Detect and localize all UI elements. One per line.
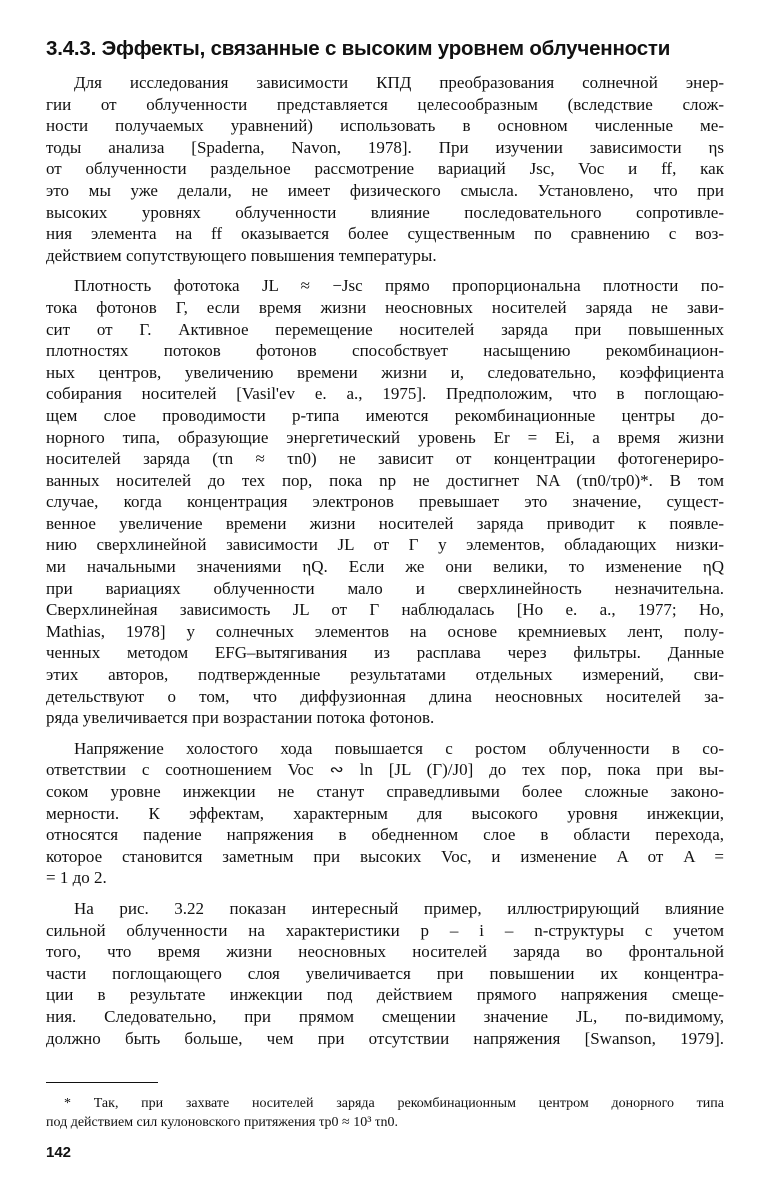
text-line: норного типа, образующие энергетический уровень Er = Ei, а время жизни [46, 427, 724, 447]
text-line: должно быть больше, чем при отсутствии напряжения [Swanson, 1979]. [46, 1028, 724, 1048]
text-line: детельствуют о том, что диффузионная длина неосновных носителей за- [46, 686, 724, 706]
text-line: мерности. К эффектам, характерным для высокого уровня инжекции, [46, 803, 724, 823]
text-line: ванных носителей до тех пор, пока np не достигнет NA (τn0/τp0)*. В том [46, 470, 724, 490]
text-line: ции в результате инжекции под действием прямого напряжения смеще- [46, 985, 724, 1005]
text-line: ченных методом EFG–вытягивания из расплава через фильтры. Данные [46, 643, 724, 663]
text-line: На рис. 3.22 показан интересный пример, иллюстрирующий влияние [74, 898, 724, 918]
text-line: ряда увеличивается при возрастании потока фотонов. [46, 708, 435, 728]
text-line: ми начальными значениями ηQ. Если же они велики, то изменение ηQ [46, 557, 724, 577]
paragraph-3 [46, 738, 724, 889]
text-line: ных центров, увеличению времени жизни и, следовательно, коэффициента [46, 362, 724, 382]
text-line: ния элемента на ff оказывается более существенным по сравнению с воз- [46, 224, 724, 244]
text-line: сильной облученности на характеристики p – i – n-структуры с учетом [46, 920, 724, 940]
text-line: при вариациях облученности мало и сверхлинейность незначительна. [46, 578, 724, 598]
text-line: Плотность фототока JL ≈ −Jsc прямо пропорциональна плотности по- [74, 276, 724, 296]
text-line: Mathias, 1978] у солнечных элементов на основе кремниевых лент, полу- [46, 621, 724, 641]
text-line: носителей заряда (τn ≈ τn0) не зависит от концентрации фотогенериро- [46, 449, 724, 469]
text-line: этих авторов, подтвержденные результатами отдельных измерений, сви- [46, 665, 724, 685]
text-line: ности получаемых уравнений) использовать в основном численные ме- [46, 116, 724, 136]
text-line: гии от облученности представляется целесообразным (вследствие слож- [46, 94, 724, 114]
footnote-separator [46, 1082, 158, 1083]
paragraph-4 [46, 898, 724, 1049]
page-number: 142 [46, 1144, 72, 1161]
text-line: щем слое проводимости p-типа имеются рекомбинационные центры до- [46, 405, 724, 425]
text-line: высоких уровнях облученности влияние последовательного сопротивле- [46, 202, 724, 222]
text-line: действием сопутствующего повышения температуры. [46, 245, 437, 265]
text-line: Сверхлинейная зависимость JL от Γ наблюдалась [Ho e. a., 1977; Ho, [46, 600, 724, 620]
text-line: соком уровне инжекции не станут справедливыми более сложные законо- [46, 782, 724, 801]
text-line: это мы уже делали, не имеет физического смысла. Установлено, что при [46, 180, 724, 200]
text-line: = 1 до 2. [46, 868, 107, 888]
text-line: от облученности раздельное рассмотрение вариаций Jsc, Voc и ff, как [46, 159, 724, 179]
text-line: плотностях потоков фотонов способствует насыщению рекомбинацион- [46, 341, 724, 361]
text-line: Напряжение холостого хода повышается с ростом облученности в со- [74, 738, 724, 758]
text-line: ответствии с соотношением Voc ∾ ln [JL (Γ)/J0] до тех пор, пока при вы- [46, 760, 724, 780]
text-line: случае, когда концентрация электронов превышает это значение, сущест- [46, 492, 724, 512]
text-line: сит от Γ. Активное перемещение носителей заряда при повышенных [46, 319, 724, 339]
text-line: собирания носителей [Vasil'ev e. a., 1975]. Предположим, что в поглощаю- [46, 384, 724, 404]
text-line: Для исследования зависимости КПД преобразования солнечной энер- [74, 73, 724, 92]
text-line: которое становится заметным при высоких Voc, и изменение A от A = [46, 846, 724, 866]
paragraph-1 [46, 72, 724, 266]
text-line: ния. Следовательно, при прямом смещении значение JL, по-видимому, [46, 1006, 724, 1026]
text-line: венное увеличение времени жизни носителей заряда приводит к появле- [46, 513, 724, 533]
text-line: тоды анализа [Spaderna, Navon, 1978]. При изучении зависимости ηs [46, 137, 724, 157]
section-heading: 3.4.3. Эффекты, связанные с высоким уровнем облученности [46, 37, 671, 60]
footnote-line: * Так, при захвате носителей заряда рекомбинационным центром донорного типа [64, 1096, 724, 1111]
footnote [46, 1094, 724, 1132]
text-line: тока фотонов Γ, если время жизни неосновных носителей заряда не зави- [46, 297, 724, 317]
text-line: относятся падение напряжения в обедненном слое в области перехода, [46, 825, 724, 845]
paragraph-2 [46, 275, 724, 728]
footnote-line: под действием сил кулоновского притяжения τp0 ≈ 10³ τn0. [46, 1115, 399, 1130]
text-line: того, что время жизни неосновных носителей заряда во фронтальной [46, 942, 724, 962]
text-line: нию сверхлинейной зависимости JL от Γ у элементов, обладающих низки- [46, 535, 724, 555]
text-line: части поглощающего слоя увеличивается при повышении их концентра- [46, 963, 724, 983]
